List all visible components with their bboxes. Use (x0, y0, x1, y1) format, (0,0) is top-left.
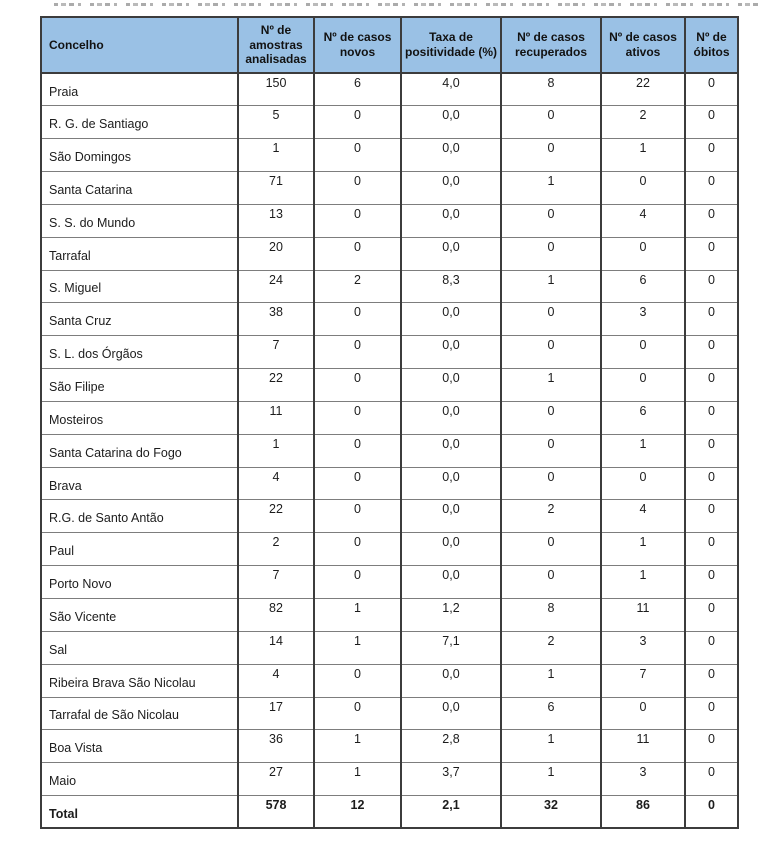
cell-ativos: 0 (601, 697, 685, 730)
cell-recuperados: 0 (501, 303, 601, 336)
cell-recuperados: 1 (501, 730, 601, 763)
cell-concelho: Porto Novo (41, 566, 238, 599)
column-header-concelho: Concelho (41, 17, 238, 73)
cell-ativos: 86 (601, 796, 685, 829)
cell-obitos: 0 (685, 533, 738, 566)
clipped-caption-line (54, 3, 762, 6)
table-header-row (41, 17, 738, 73)
cell-recuperados: 0 (501, 139, 601, 172)
table-row (41, 106, 738, 139)
cell-obitos: 0 (685, 73, 738, 106)
cell-obitos: 0 (685, 303, 738, 336)
cell-recuperados: 0 (501, 533, 601, 566)
cell-amostras: 38 (238, 303, 314, 336)
table-row (41, 237, 738, 270)
cell-recuperados: 0 (501, 204, 601, 237)
cell-obitos: 0 (685, 237, 738, 270)
table-total-row (41, 796, 738, 829)
cell-obitos: 0 (685, 500, 738, 533)
cell-novos: 0 (314, 566, 401, 599)
cell-taxa: 4,0 (401, 73, 501, 106)
cell-taxa: 0,0 (401, 500, 501, 533)
cell-obitos: 0 (685, 139, 738, 172)
cell-recuperados: 1 (501, 172, 601, 205)
cell-obitos: 0 (685, 467, 738, 500)
cell-novos: 2 (314, 270, 401, 303)
cell-novos: 0 (314, 139, 401, 172)
cell-concelho: São Domingos (41, 139, 238, 172)
cell-taxa: 0,0 (401, 369, 501, 402)
table-row (41, 204, 738, 237)
cell-novos: 0 (314, 434, 401, 467)
cell-novos: 0 (314, 336, 401, 369)
table-row (41, 73, 738, 106)
cell-amostras: 82 (238, 599, 314, 632)
cell-novos: 1 (314, 599, 401, 632)
cell-obitos: 0 (685, 631, 738, 664)
column-header-amostras: Nº de amostras analisadas (238, 17, 314, 73)
cell-obitos: 0 (685, 204, 738, 237)
cell-concelho: Tarrafal de São Nicolau (41, 697, 238, 730)
cell-taxa: 3,7 (401, 763, 501, 796)
cell-recuperados: 1 (501, 369, 601, 402)
cell-amostras: 24 (238, 270, 314, 303)
cell-novos: 6 (314, 73, 401, 106)
cell-obitos: 0 (685, 763, 738, 796)
cell-concelho: São Filipe (41, 369, 238, 402)
cell-concelho: Paul (41, 533, 238, 566)
cell-taxa: 0,0 (401, 204, 501, 237)
cell-ativos: 3 (601, 763, 685, 796)
cell-ativos: 1 (601, 139, 685, 172)
cell-obitos: 0 (685, 566, 738, 599)
cell-ativos: 2 (601, 106, 685, 139)
cell-amostras: 71 (238, 172, 314, 205)
table-row (41, 270, 738, 303)
column-header-ativos: Nº de casos ativos (601, 17, 685, 73)
cell-novos: 0 (314, 303, 401, 336)
column-header-obitos: Nº de óbitos (685, 17, 738, 73)
cell-concelho: Mosteiros (41, 401, 238, 434)
cell-concelho: Maio (41, 763, 238, 796)
cell-concelho: S. S. do Mundo (41, 204, 238, 237)
cell-novos: 0 (314, 204, 401, 237)
cell-recuperados: 1 (501, 763, 601, 796)
cell-obitos: 0 (685, 369, 738, 402)
cell-amostras: 13 (238, 204, 314, 237)
cell-novos: 0 (314, 467, 401, 500)
cell-concelho: Brava (41, 467, 238, 500)
cell-ativos: 22 (601, 73, 685, 106)
table-row (41, 172, 738, 205)
table-row (41, 467, 738, 500)
cell-recuperados: 6 (501, 697, 601, 730)
cell-recuperados: 2 (501, 631, 601, 664)
cell-amostras: 5 (238, 106, 314, 139)
cell-novos: 0 (314, 237, 401, 270)
cell-amostras: 7 (238, 566, 314, 599)
cell-ativos: 0 (601, 336, 685, 369)
cell-taxa: 1,2 (401, 599, 501, 632)
cell-taxa: 0,0 (401, 237, 501, 270)
cell-concelho: Praia (41, 73, 238, 106)
cell-obitos: 0 (685, 434, 738, 467)
cell-concelho: R. G. de Santiago (41, 106, 238, 139)
cell-amostras: 4 (238, 467, 314, 500)
cell-recuperados: 0 (501, 434, 601, 467)
table-row (41, 401, 738, 434)
cell-taxa: 0,0 (401, 336, 501, 369)
cell-recuperados: 1 (501, 664, 601, 697)
cell-amostras: 1 (238, 139, 314, 172)
cell-concelho: Santa Catarina (41, 172, 238, 205)
cell-taxa: 0,0 (401, 106, 501, 139)
cell-ativos: 7 (601, 664, 685, 697)
cell-obitos: 0 (685, 401, 738, 434)
cell-novos: 0 (314, 106, 401, 139)
cell-amostras: 17 (238, 697, 314, 730)
cell-concelho: Santa Catarina do Fogo (41, 434, 238, 467)
cell-ativos: 0 (601, 172, 685, 205)
column-header-casos-novos: Nº de casos novos (314, 17, 401, 73)
table-row (41, 139, 738, 172)
cell-ativos: 11 (601, 599, 685, 632)
cell-concelho: R.G. de Santo Antão (41, 500, 238, 533)
cell-ativos: 6 (601, 401, 685, 434)
cell-novos: 0 (314, 533, 401, 566)
cell-ativos: 3 (601, 631, 685, 664)
cell-novos: 1 (314, 730, 401, 763)
table-row (41, 566, 738, 599)
cell-taxa: 0,0 (401, 139, 501, 172)
covid-concelho-table (40, 16, 739, 829)
cell-amostras: 7 (238, 336, 314, 369)
table-row (41, 730, 738, 763)
cell-taxa: 7,1 (401, 631, 501, 664)
cell-amostras: 150 (238, 73, 314, 106)
cell-novos: 1 (314, 763, 401, 796)
cell-obitos: 0 (685, 270, 738, 303)
table-body (41, 73, 738, 828)
cell-recuperados: 32 (501, 796, 601, 829)
cell-taxa: 0,0 (401, 401, 501, 434)
cell-novos: 12 (314, 796, 401, 829)
cell-taxa: 0,0 (401, 697, 501, 730)
cell-taxa: 0,0 (401, 467, 501, 500)
cell-obitos: 0 (685, 796, 738, 829)
cell-ativos: 0 (601, 369, 685, 402)
cell-novos: 0 (314, 172, 401, 205)
cell-taxa: 0,0 (401, 566, 501, 599)
cell-ativos: 1 (601, 566, 685, 599)
cell-concelho: São Vicente (41, 599, 238, 632)
table-row (41, 369, 738, 402)
cell-taxa: 0,0 (401, 303, 501, 336)
cell-novos: 0 (314, 369, 401, 402)
cell-ativos: 3 (601, 303, 685, 336)
cell-amostras: 20 (238, 237, 314, 270)
cell-amostras: 11 (238, 401, 314, 434)
table-row (41, 303, 738, 336)
cell-novos: 0 (314, 500, 401, 533)
cell-concelho: Total (41, 796, 238, 829)
cell-ativos: 6 (601, 270, 685, 303)
cell-amostras: 36 (238, 730, 314, 763)
cell-taxa: 2,8 (401, 730, 501, 763)
cell-recuperados: 0 (501, 336, 601, 369)
cell-amostras: 578 (238, 796, 314, 829)
column-header-recuperados: Nº de casos recuperados (501, 17, 601, 73)
cell-ativos: 11 (601, 730, 685, 763)
table-row (41, 434, 738, 467)
cell-recuperados: 0 (501, 106, 601, 139)
table-row (41, 599, 738, 632)
cell-taxa: 8,3 (401, 270, 501, 303)
cell-obitos: 0 (685, 664, 738, 697)
cell-ativos: 4 (601, 500, 685, 533)
cell-novos: 1 (314, 631, 401, 664)
cell-concelho: S. L. dos Órgãos (41, 336, 238, 369)
cell-ativos: 1 (601, 533, 685, 566)
column-header-taxa-positividade: Taxa de positividade (%) (401, 17, 501, 73)
cell-obitos: 0 (685, 336, 738, 369)
table-row (41, 697, 738, 730)
cell-concelho: S. Miguel (41, 270, 238, 303)
cell-amostras: 2 (238, 533, 314, 566)
table-row (41, 336, 738, 369)
cell-ativos: 4 (601, 204, 685, 237)
cell-amostras: 27 (238, 763, 314, 796)
cell-obitos: 0 (685, 172, 738, 205)
cell-taxa: 0,0 (401, 533, 501, 566)
cell-taxa: 0,0 (401, 664, 501, 697)
cell-amostras: 22 (238, 369, 314, 402)
table-row (41, 763, 738, 796)
cell-amostras: 1 (238, 434, 314, 467)
cell-obitos: 0 (685, 106, 738, 139)
cell-recuperados: 8 (501, 599, 601, 632)
cell-obitos: 0 (685, 730, 738, 763)
cell-amostras: 4 (238, 664, 314, 697)
cell-recuperados: 0 (501, 566, 601, 599)
cell-concelho: Sal (41, 631, 238, 664)
cell-obitos: 0 (685, 697, 738, 730)
table-row (41, 500, 738, 533)
cell-recuperados: 0 (501, 401, 601, 434)
cell-concelho: Santa Cruz (41, 303, 238, 336)
cell-concelho: Boa Vista (41, 730, 238, 763)
cell-taxa: 0,0 (401, 434, 501, 467)
cell-recuperados: 0 (501, 237, 601, 270)
cell-taxa: 2,1 (401, 796, 501, 829)
cell-recuperados: 1 (501, 270, 601, 303)
cell-novos: 0 (314, 664, 401, 697)
table-row (41, 664, 738, 697)
cell-taxa: 0,0 (401, 172, 501, 205)
cell-concelho: Ribeira Brava São Nicolau (41, 664, 238, 697)
cell-recuperados: 2 (501, 500, 601, 533)
table-row (41, 631, 738, 664)
cell-novos: 0 (314, 697, 401, 730)
table-row (41, 533, 738, 566)
cell-ativos: 0 (601, 237, 685, 270)
cell-recuperados: 0 (501, 467, 601, 500)
cell-ativos: 0 (601, 467, 685, 500)
cell-ativos: 1 (601, 434, 685, 467)
cell-amostras: 22 (238, 500, 314, 533)
cell-concelho: Tarrafal (41, 237, 238, 270)
cell-amostras: 14 (238, 631, 314, 664)
cell-obitos: 0 (685, 599, 738, 632)
cell-recuperados: 8 (501, 73, 601, 106)
cell-novos: 0 (314, 401, 401, 434)
